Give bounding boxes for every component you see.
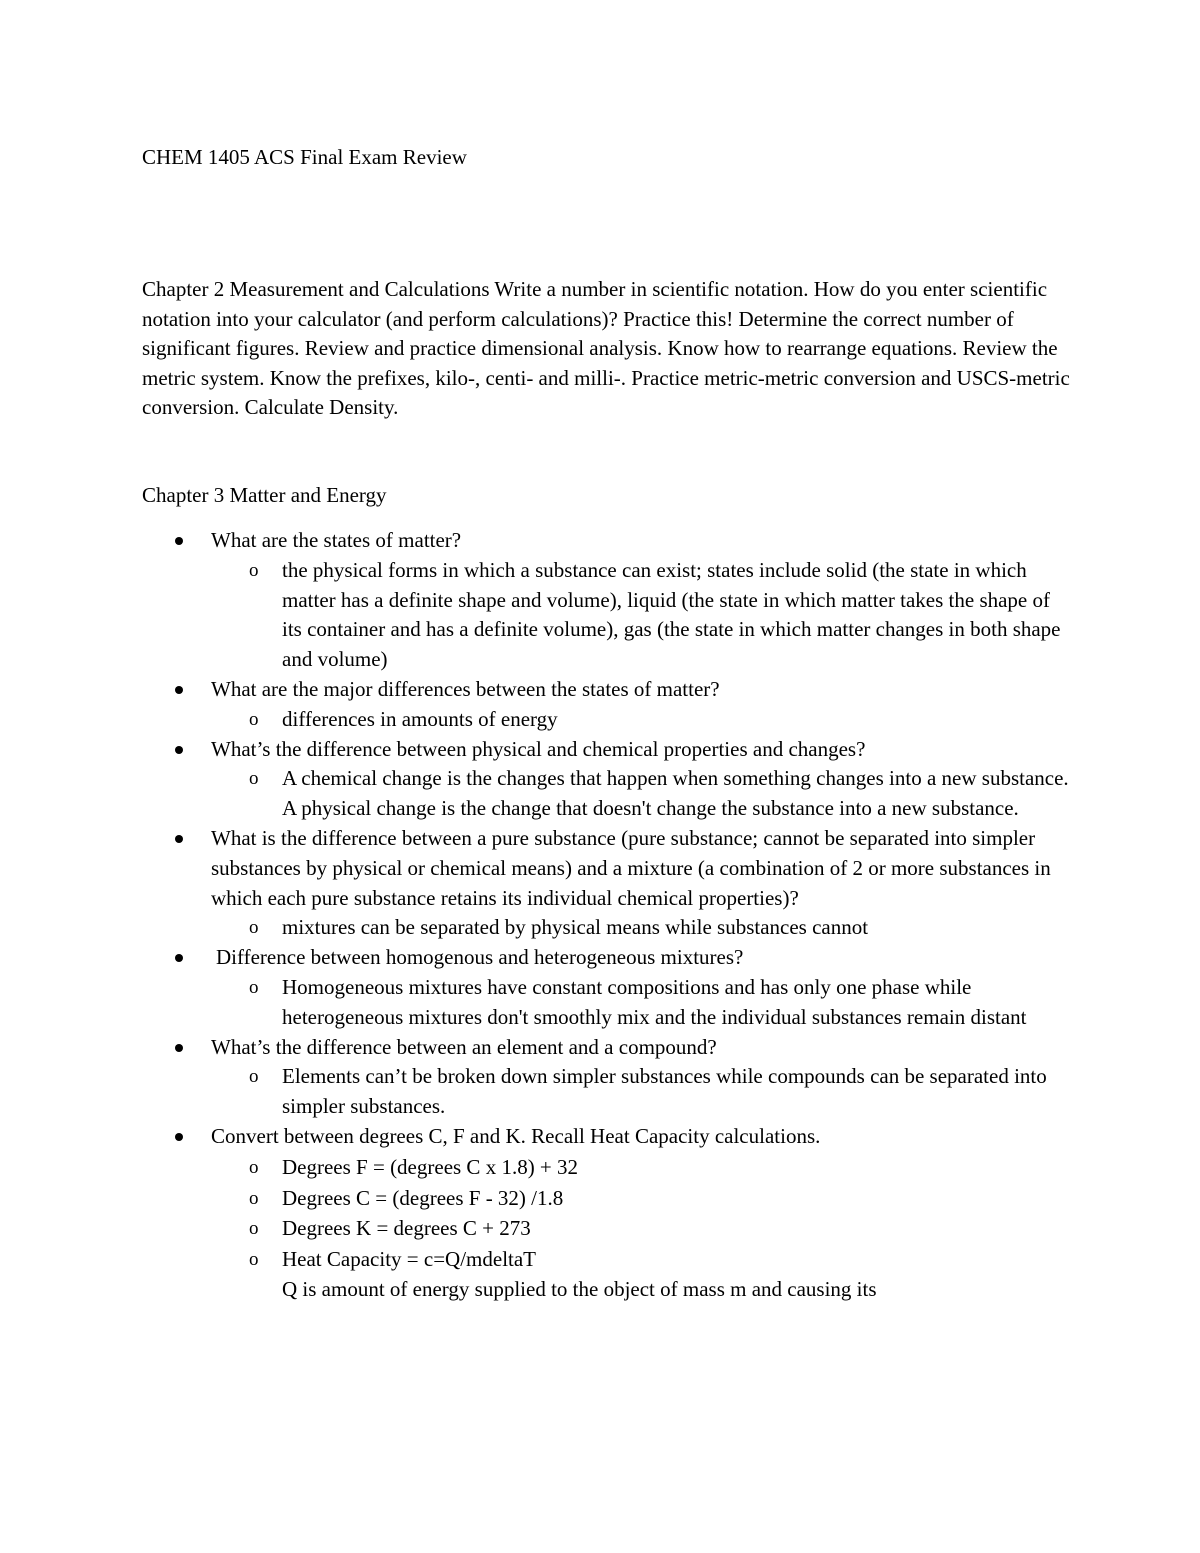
- document-title: CHEM 1405 ACS Final Exam Review: [142, 145, 467, 169]
- question-text: What is the difference between a pure substance (pure substance; cannot be separated into simpler substances by physical or chemical means) and a mixture (a combination of 2 or more substances in which each pure substance retains its individual chemical properties)?: [211, 825, 1051, 910]
- answer-list: [211, 973, 1072, 1033]
- answer-item: o Degrees F = (degrees C x 1.8) + 32: [211, 1153, 1072, 1183]
- answer-list: [211, 556, 1072, 675]
- answer-list: [211, 913, 1072, 943]
- question-item: [142, 1122, 1072, 1305]
- answer-continuation: Q is amount of energy supplied to the object of mass m and causing its: [282, 1276, 877, 1301]
- answer-item: o mixtures can be separated by physical means while substances cannot: [211, 913, 1072, 943]
- chapter-3-heading: Chapter 3 Matter and Energy: [142, 483, 387, 507]
- chapter-3-question-list: [142, 526, 1072, 1305]
- question-item: [142, 735, 1072, 824]
- answer-list: [211, 705, 1072, 735]
- question-text: What’s the difference between physical and chemical properties and changes?: [211, 736, 866, 761]
- question-text: Difference between homogenous and heterogeneous mixtures?: [216, 945, 744, 970]
- question-item: [142, 675, 1072, 735]
- question-item: [142, 1033, 1072, 1122]
- question-item: [142, 943, 1072, 1032]
- chapter-2-paragraph: Chapter 2 Measurement and Calculations Write a number in scientific notation. How do you enter scientific notation into your calculator (and perform calculations)? Practice this! Determine the correct number of significant figures. Review and practice dimensional analysis. Know how to rearrange equations. Review the metric system. Know the prefixes, kilo-, centi- and milli-. Practice metric-metric conversion and USCS-metric conversion. Calculate Density.: [142, 277, 1070, 420]
- answer-item: o differences in amounts of energy: [211, 705, 1072, 735]
- answer-list: [211, 764, 1072, 824]
- answer-list: [211, 1153, 1072, 1305]
- question-text: What’s the difference between an element and a compound?: [211, 1034, 717, 1059]
- question-text: What are the states of matter?: [211, 528, 462, 552]
- question-text: Convert between degrees C, F and K. Recall Heat Capacity calculations.: [211, 1123, 821, 1148]
- answer-item: o A chemical change is the changes that happen when something changes into a new substance. A physical change is the change that doesn't change the substance into a new substance.: [211, 764, 1072, 824]
- answer-list: [211, 1062, 1072, 1122]
- answer-item: o Degrees C = (degrees F - 32) /1.8: [211, 1184, 1072, 1214]
- answer-item: o the physical forms in which a substance can exist; states include solid (the state in which matter has a definite shape and volume), liquid (the state in which matter takes the shape of its container and has a definite volume), gas (the state in which matter changes in both shape and volume): [211, 556, 1072, 675]
- question-item: [142, 824, 1072, 943]
- answer-item: o Degrees K = degrees C + 273: [211, 1214, 1072, 1244]
- question-text: What are the major differences between the states of matter?: [211, 676, 720, 701]
- answer-item: o Elements can’t be broken down simpler substances while compounds can be separated into simpler substances.: [211, 1062, 1072, 1122]
- answer-item: o Homogeneous mixtures have constant compositions and has only one phase while heterogeneous mixtures don't smoothly mix and the individual substances remain distant: [211, 973, 1072, 1033]
- answer-item: o Heat Capacity = c=Q/mdeltaT: [211, 1245, 1072, 1275]
- question-item: [142, 526, 1072, 675]
